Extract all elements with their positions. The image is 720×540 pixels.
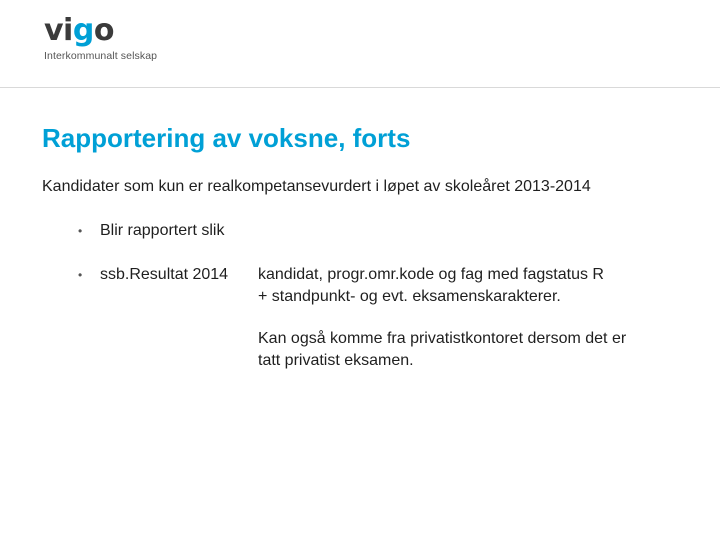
bullet-marker: • bbox=[78, 268, 83, 282]
bullet-label: Blir rapportert slik bbox=[100, 222, 225, 239]
vigo-logo bbox=[44, 14, 157, 62]
bullet-label: ssb.Resultat 2014 bbox=[100, 266, 229, 283]
bullet-marker: • bbox=[78, 224, 83, 238]
detail-line: tatt privatist eksamen. bbox=[258, 352, 414, 369]
logo-wordmark-accent: g bbox=[72, 13, 94, 48]
detail-text bbox=[258, 264, 698, 308]
logo-wordmark bbox=[44, 14, 157, 48]
detail-line: Kan også komme fra privatistkontoret dersom det er bbox=[258, 330, 627, 347]
detail-line: + standpunkt- og evt. eksamenskarakterer. bbox=[258, 288, 561, 305]
header-divider bbox=[0, 87, 720, 88]
detail-line: kandidat, progr.omr.kode og fag med fagstatus R bbox=[258, 266, 604, 283]
logo-wordmark-end: o bbox=[93, 13, 114, 48]
slide-intro: Kandidater som kun er realkompetansevurdert i løpet av skoleåret 2013-2014 bbox=[42, 178, 591, 195]
logo-tagline: Interkommunalt selskap bbox=[44, 50, 158, 62]
slide-title: Rapportering av voksne, forts bbox=[42, 123, 411, 153]
detail-text bbox=[258, 328, 698, 372]
logo-wordmark-start: vi bbox=[44, 13, 73, 48]
